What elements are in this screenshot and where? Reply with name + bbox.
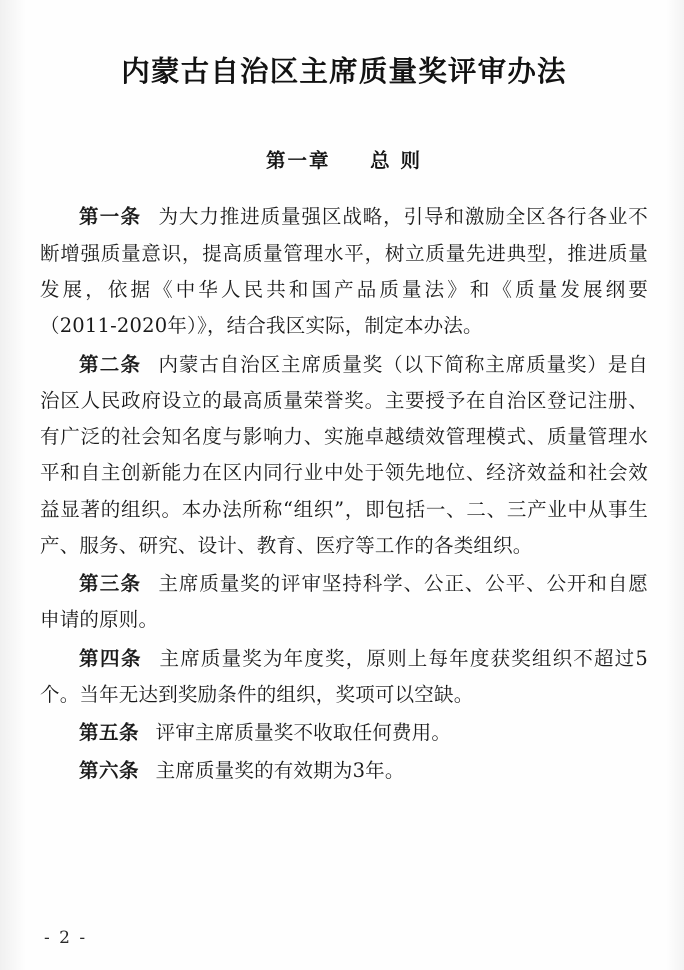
article-label: 第三条 [79, 572, 142, 596]
article-paragraph [40, 715, 648, 751]
article-label: 第二条 [79, 352, 142, 376]
chapter-number: 第一章 [266, 149, 331, 173]
article-paragraph [40, 566, 648, 639]
article-label: 第一条 [79, 205, 142, 229]
article-paragraph [40, 199, 648, 344]
article-text: 主席质量奖的评审坚持科学、公正、公平、公开和自愿申请的原则。 [40, 572, 648, 632]
article-text: 主席质量奖的有效期为3年。 [155, 759, 405, 783]
article-paragraph [40, 753, 648, 789]
page-title: 内蒙古自治区主席质量奖评审办法 [121, 54, 567, 88]
page-content [40, 0, 648, 790]
chapter-name: 总 则 [370, 149, 422, 173]
article-paragraph [40, 347, 648, 565]
chapter-heading [40, 145, 648, 173]
article-label: 第六条 [79, 759, 140, 783]
article-label: 第五条 [79, 721, 140, 745]
article-text: 为大力推进质量强区战略，引导和激励全区各行各业不断增强质量意识，提高质量管理水平，树立质量先进典型，推进质量发展，依据《中华人民共和国产品质量法》和《质量发展纲要（2011-2020年）》，结合我区实际，制定本办法。 [40, 205, 648, 338]
page-number: - 2 - [44, 928, 88, 948]
article-text: 主席质量奖为年度奖，原则上每年度获奖组织不超过5个。当年无达到奖励条件的组织，奖项可以空缺。 [40, 646, 648, 706]
article-text: 评审主席质量奖不收取任何费用。 [155, 721, 452, 745]
article-label: 第四条 [79, 646, 142, 670]
articles-body [40, 199, 648, 789]
article-paragraph [40, 641, 648, 714]
article-text: 内蒙古自治区主席质量奖（以下简称主席质量奖）是自治区人民政府设立的最高质量荣誉奖。主要授予在自治区登记注册、有广泛的社会知名度与影响力、实施卓越绩效管理模式、质量管理水平和自主创新能力在区内同行业中处于领先地位、经济效益和社会效益显著的组织。本办法所称“组织”，即包括一、二、三产业中从事生产、服务、研究、设计、教育、医疗等工作的各类组织。 [40, 352, 648, 557]
